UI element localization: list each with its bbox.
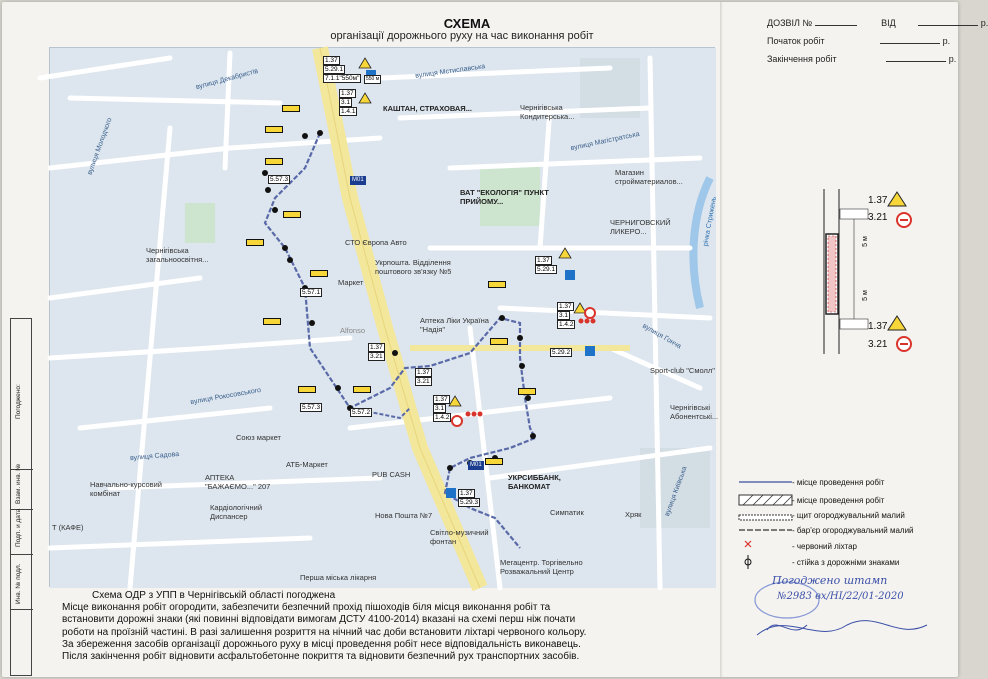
sign-plate — [488, 281, 506, 288]
legend-label: щит огороджувальний малий — [796, 511, 905, 520]
sign-plate — [263, 318, 281, 325]
poi-likero[interactable]: ЧЕРНИГОВСКИЙ ЛИКЕРО... — [610, 218, 671, 236]
map-area[interactable] — [49, 47, 719, 587]
street-label: вулиця Магістратська — [570, 130, 641, 153]
street-label: вулиця Молодчого — [86, 117, 114, 176]
poi-kafe[interactable]: Т (КАФЕ) — [52, 523, 84, 532]
permit-year-suffix: р. — [980, 18, 988, 28]
poi-hryak[interactable]: Хряк — [625, 510, 642, 519]
start-line — [880, 35, 940, 44]
notes-line: Після закінчення робіт відновити асфальтобетонне покриття та відновити безпечний рух транспортних засобів. — [62, 651, 580, 663]
road-shield-m01: M01 — [352, 177, 364, 183]
side-sign-bottom-code2: 3.21 — [868, 339, 888, 350]
poi-vat[interactable]: ВАТ "ЕКОЛОГІЯ" ПУНКТ ПРИЙОМУ... — [460, 188, 549, 206]
legend-item-work-area: - місце проведення робіт — [792, 496, 885, 505]
paper-fold — [720, 2, 723, 677]
poi-simpatik[interactable]: Симпатик — [550, 508, 584, 517]
sign-label: 5.57.3 — [302, 404, 321, 411]
street-label: вулиця Гонча — [641, 322, 683, 351]
street-label: вулиця Декабристів — [195, 67, 259, 92]
sign-plate — [282, 105, 300, 112]
poi-soyuz[interactable]: Союз маркет — [236, 433, 281, 442]
frame-label: Подп. и дата — [15, 508, 22, 547]
frame-label: Инв. № подл. — [15, 563, 22, 604]
side-sign-diagram — [802, 184, 932, 359]
sign-plate — [265, 126, 283, 133]
page-title: СХЕМА — [443, 16, 491, 31]
street-label: вулиця Рокосовського — [189, 386, 262, 407]
legend-item-work-line: - місце проведення робіт — [792, 478, 885, 487]
sign-plate — [246, 239, 264, 246]
sign-label: 5.29.1 — [325, 66, 344, 73]
poi-fontan[interactable]: Світло-музичний фонтан — [430, 528, 489, 546]
frame-divider — [11, 554, 33, 555]
permit-date-line — [918, 17, 978, 26]
sign-plate — [265, 158, 283, 165]
sign-label: 1.4.2 — [435, 414, 450, 421]
sign-plate — [310, 270, 328, 277]
sign-label: 7.1.1"550м" — [325, 75, 360, 82]
sign-label: 1.37 — [417, 369, 430, 376]
sign-label: 1.37 — [537, 257, 550, 264]
poi-atb[interactable]: АТБ-Маркет — [286, 460, 328, 469]
sign-plate — [283, 211, 301, 218]
poi-hospital[interactable]: Чернігівська загальноосвітня... — [146, 246, 209, 264]
poi-kombinat[interactable]: Навчально-курсовий комбінат — [90, 480, 162, 498]
sign-label: 3.1 — [341, 99, 351, 106]
stamp-text-line2: №2983 вх/НІ/22/01-2020 — [777, 591, 904, 602]
sign-label: 1.37 — [325, 57, 338, 64]
sign-label: 5.29.3 — [460, 499, 479, 506]
sign-label: 1.37 — [341, 90, 354, 97]
sign-plate — [353, 386, 371, 393]
poi-alfonso[interactable]: Alfonso — [340, 326, 366, 335]
permit-number-row — [767, 17, 988, 28]
frame-label: Взам. инв. № — [15, 463, 22, 504]
map-streets — [50, 48, 716, 588]
sign-label: 3.1 — [435, 405, 445, 412]
street-label: вулиця Садова — [129, 450, 180, 463]
notes-line: Місце виконання робіт огородити, забезпечити безпечний прохід пішоходів біля місця виконання робіт та — [62, 602, 551, 614]
poi-market[interactable]: Маркет — [338, 278, 364, 287]
notes-line: роботи на проїзній частині. В разі залишення розриття на нічний час доби встановити ліхтарі червоного кольору. — [62, 626, 587, 638]
sign-label: 1.37 — [435, 396, 448, 403]
sign-label: 3.21 — [417, 378, 430, 385]
permit-number-line — [815, 17, 857, 26]
sign-label: 5.57.2 — [352, 409, 371, 416]
permit-label: ДОЗВІЛ № — [767, 18, 813, 28]
end-row — [767, 53, 956, 64]
poi-sport[interactable]: Sport-club "Смолл" — [650, 366, 715, 375]
dimension-label-2: 5 м — [861, 290, 869, 301]
dimension-label-1: 5 м — [861, 236, 869, 247]
poi-konditerska[interactable]: Чернігівська Кондитерська... — [520, 103, 575, 121]
legend-item-red-light: - червоний ліхтар — [792, 542, 857, 551]
page-subtitle: організації дорожнього руху на час виконання робіт — [330, 30, 594, 42]
sign-label: 1.4.2 — [559, 321, 574, 328]
start-year-suffix: р. — [942, 36, 951, 46]
sign-label: 1.4.1 — [341, 108, 356, 115]
poi-pubcash[interactable]: PUB CASH — [372, 470, 411, 479]
legend-label: місце проведення робіт — [796, 496, 885, 505]
start-label: Початок робіт — [767, 36, 825, 46]
notes-line: За збереження засобів організації дорожнього руху в місці проведення робіт несе відповідальність виконавець. — [62, 638, 581, 650]
end-label: Закінчення робіт — [767, 54, 837, 64]
legend-label: місце проведення робіт — [796, 478, 885, 487]
sign-plate — [518, 388, 536, 395]
end-year-suffix: р. — [948, 54, 957, 64]
start-row — [767, 35, 950, 46]
stamp-text-line1: Погоджено штамп — [772, 574, 888, 587]
sign-label: 5.57.1 — [302, 289, 321, 296]
permit-from-label: ВІД — [881, 18, 896, 28]
poi-magazyn[interactable]: Магазин стройматериалов... — [615, 168, 683, 186]
legend-label: червоний ліхтар — [796, 542, 857, 551]
street-label: вулиця Київська — [663, 465, 689, 518]
sign-plate — [485, 458, 503, 465]
legend-item-barrier: - бар'єр огороджувальний малий — [792, 526, 914, 535]
poi-megacentr[interactable]: Мегацентр. Торгівельно Розважальний Центр — [500, 558, 583, 576]
poi-ukrsib[interactable]: УКРСИББАНК, БАНКОМАТ — [508, 473, 561, 491]
scheme-notes — [62, 590, 712, 663]
end-line — [886, 53, 946, 62]
legend-label: стійка з дорожніми знаками — [796, 558, 900, 567]
poi-kashtan[interactable]: КАШТАН, СТРАХОВАЯ... — [383, 104, 472, 113]
frame-divider — [11, 609, 33, 610]
sign-label: 3.1 — [559, 312, 569, 319]
poi-abonent[interactable]: Чернігівські Абонентські... — [670, 403, 719, 421]
sign-label: 1.37 — [370, 344, 383, 351]
legend-item-shield: - щит огороджувальний малий — [792, 511, 905, 520]
legend-label: бар'єр огороджувальний малий — [796, 526, 914, 535]
sign-label: 5.57.3 — [270, 176, 289, 183]
side-sign-top-code: 1.37 — [868, 195, 888, 206]
poi-apteka[interactable]: Аптека Ліки Україна "Надія" — [420, 316, 489, 334]
side-sign-bottom-code: 1.37 — [868, 321, 888, 332]
legend-item-sign-post: - стійка з дорожніми знаками — [792, 558, 900, 567]
side-sign-top-code2: 3.21 — [868, 212, 888, 223]
poi-sto[interactable]: СТО Європа Авто — [345, 238, 407, 247]
sign-label: 3.21 — [370, 353, 383, 360]
document-sheet — [2, 2, 988, 677]
poi-apteka207[interactable]: АПТЕКА "БАЖАЄМО..." 207 — [205, 473, 271, 491]
frame-label: Погоджено: — [15, 384, 22, 419]
poi-novaposhta[interactable]: Нова Пошта №7 — [375, 511, 433, 520]
notes-line: встановити дорожні знаки (які повинні відповідати вимогам ДСТУ 4100-2014) вказані на схемі перш ніж почати — [62, 614, 576, 626]
sign-label: 5.29.2 — [552, 349, 571, 356]
sign-label: 1.37 — [460, 490, 473, 497]
sign-label: 1.37 — [559, 303, 572, 310]
poi-ukrposhta[interactable]: Укрпошта. Відділення поштового зв'язку №5 — [375, 258, 452, 276]
sign-plate — [298, 386, 316, 393]
poi-hospital1[interactable]: Перша міська лікарня — [300, 573, 377, 582]
road-shield-m01: M01 — [470, 462, 482, 468]
street-label: вулиця Мстиславська — [414, 63, 486, 80]
notes-heading: Схема ОДР з УПП в Чернігівській області погоджена — [92, 590, 336, 601]
sign-label: 5.29.1 — [537, 266, 556, 273]
sign-plate — [490, 338, 508, 345]
river-label: річка Стрижень — [702, 196, 718, 247]
approval-frame — [10, 318, 32, 676]
poi-kardio[interactable]: Кардіологічний Диспансер — [210, 503, 263, 521]
sign-label: 550 м — [366, 76, 380, 82]
